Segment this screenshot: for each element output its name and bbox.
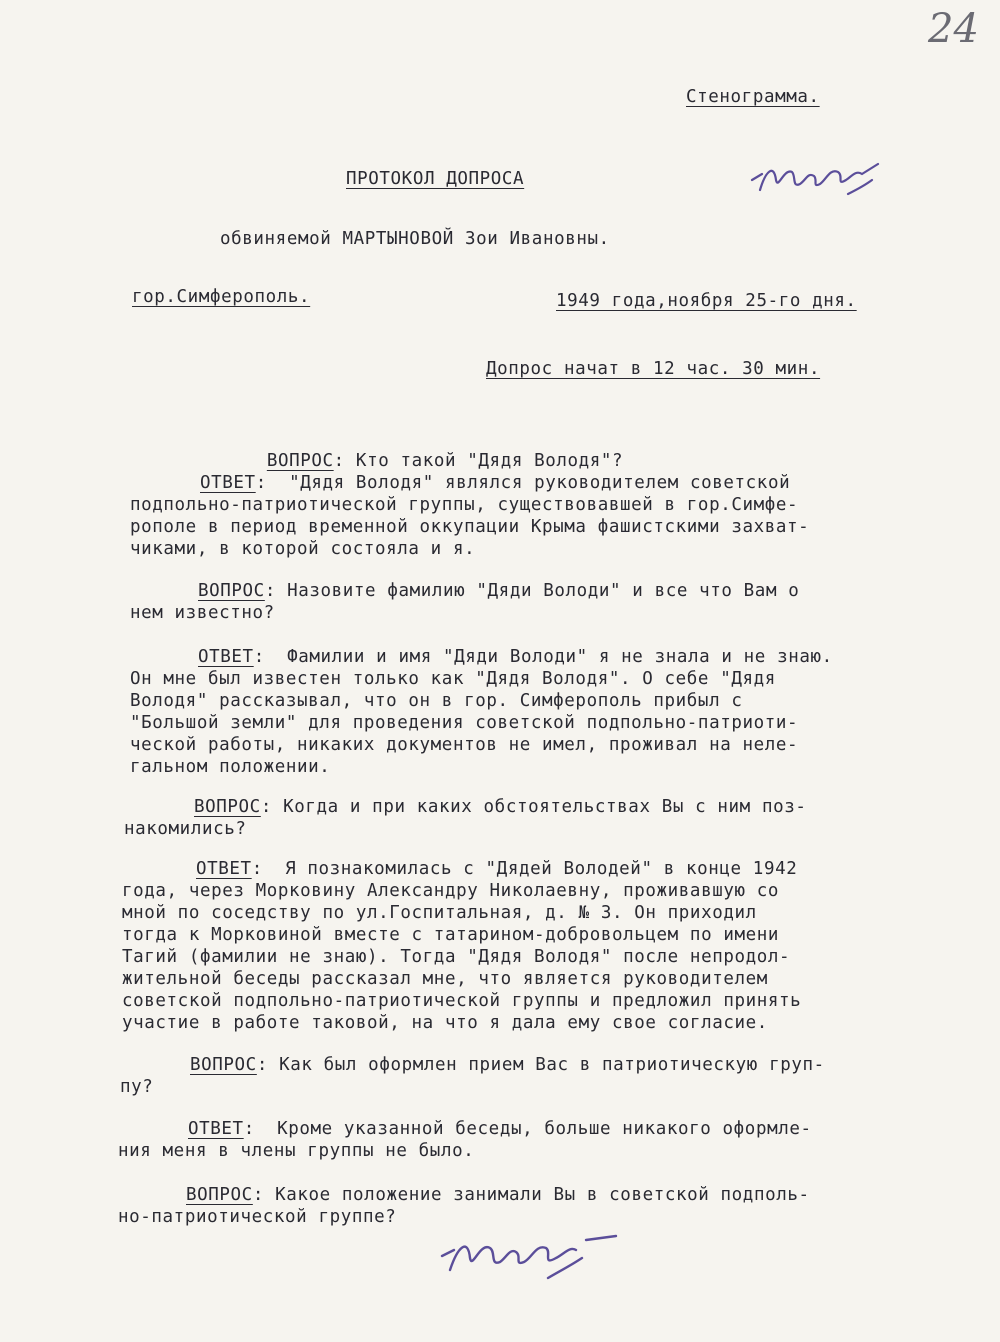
text-line: : Кроме указанной беседы, больше никакого оформле-	[243, 1119, 812, 1139]
text-line: : Какое положение занимали Вы в советской подполь-	[252, 1185, 810, 1205]
question-label: ВОПРОС	[186, 1185, 253, 1205]
question-label: ВОПРОС	[266, 451, 334, 471]
answer-label: ОТВЕТ	[196, 859, 252, 879]
text-line: мной по соседству по ул.Госпитальная, д. № 3. Он приходил	[122, 903, 757, 923]
answer-label: ОТВЕТ	[188, 1119, 244, 1139]
text-line: : Я познакомилась с "Дядей Володей" в конце 1942	[251, 859, 798, 879]
block-7-question	[120, 1054, 825, 1098]
text-line: накомились?	[124, 819, 247, 839]
text-line: : Кто такой "Дядя Володя"?	[333, 451, 624, 471]
text-line: года, через Морковину Александру Николаевну, проживавшую со	[122, 881, 780, 901]
text-line: : Назовите фамилию "Дяди Володи" и все что Вам о	[264, 581, 800, 601]
text-line: чиками, в которой состояла и я.	[130, 539, 476, 559]
text-line: : "Дядя Володя" являлся руководителем советской	[255, 473, 791, 493]
text-line: участие в работе таковой, на что я дала ему свое согласие.	[122, 1013, 768, 1033]
page-number: 24	[928, 6, 979, 52]
stenogram-header: Стенограмма.	[686, 87, 820, 107]
document-title: ПРОТОКОЛ ДОПРОСА	[346, 169, 525, 189]
text-line: ния меня в члены группы не было.	[118, 1141, 475, 1161]
block-5-question	[124, 796, 807, 840]
signature-bottom	[436, 1222, 636, 1292]
text-line: подпольно-патриотической группы, существовавшей в гор.Симфе-	[130, 495, 799, 515]
answer-label: ОТВЕТ	[198, 647, 254, 667]
text-line: гальном положении.	[130, 757, 331, 777]
block-2-answer	[130, 472, 809, 560]
text-line: ческой работы, никаких документов не имел, проживал на неле-	[130, 735, 799, 755]
question-label: ВОПРОС	[190, 1055, 257, 1075]
block-4-answer	[130, 646, 833, 778]
interrogation-start: Допрос начат в 12 час. 30 мин.	[486, 359, 821, 379]
text-line: : Когда и при каких обстоятельствах Вы с ним поз-	[260, 797, 807, 817]
text-line: жительной беседы рассказал мне, что является руководителем	[122, 969, 768, 989]
answer-label: ОТВЕТ	[200, 473, 256, 493]
text-line: тогда к Морковиной вместе с татарином-добровольцем по имени	[122, 925, 780, 945]
text-line: нем известно?	[130, 603, 275, 623]
block-3-question	[130, 580, 799, 624]
text-line: пу?	[120, 1077, 154, 1097]
city: гор.Симферополь.	[132, 287, 311, 307]
text-line: рополе в период временной оккупации Крыма фашистскими захват-	[130, 517, 810, 537]
text-line: "Большой земли" для проведения советской подпольно-патриоти-	[130, 713, 799, 733]
accused-line: обвиняемой МАРТЫНОВОЙ Зои Ивановны.	[220, 229, 610, 249]
block-8-answer	[118, 1118, 812, 1162]
text-line: : Фамилии и имя "Дяди Володи" я не знала и не знаю.	[253, 647, 833, 667]
block-6-answer	[122, 858, 801, 1034]
text-line: Тагий (фамилии не знаю). Тогда "Дядя Володя" после непродол-	[122, 947, 791, 967]
text-line: : Как был оформлен прием Вас в патриотическую груп-	[256, 1055, 825, 1075]
text-line: Он мне был известен только как "Дядя Володя". О себе "Дядя	[130, 669, 776, 689]
text-line: советской подпольно-патриотической группы и предложил принять	[122, 991, 802, 1011]
question-label: ВОПРОС	[194, 797, 261, 817]
signature-top	[748, 150, 898, 210]
question-label: ВОПРОС	[198, 581, 265, 601]
text-line: Володя" рассказывал, что он в гор. Симферополь прибыл с	[130, 691, 743, 711]
date: 1949 года,ноября 25-го дня.	[556, 291, 857, 311]
text-line: но-патриотической группе?	[118, 1207, 397, 1227]
